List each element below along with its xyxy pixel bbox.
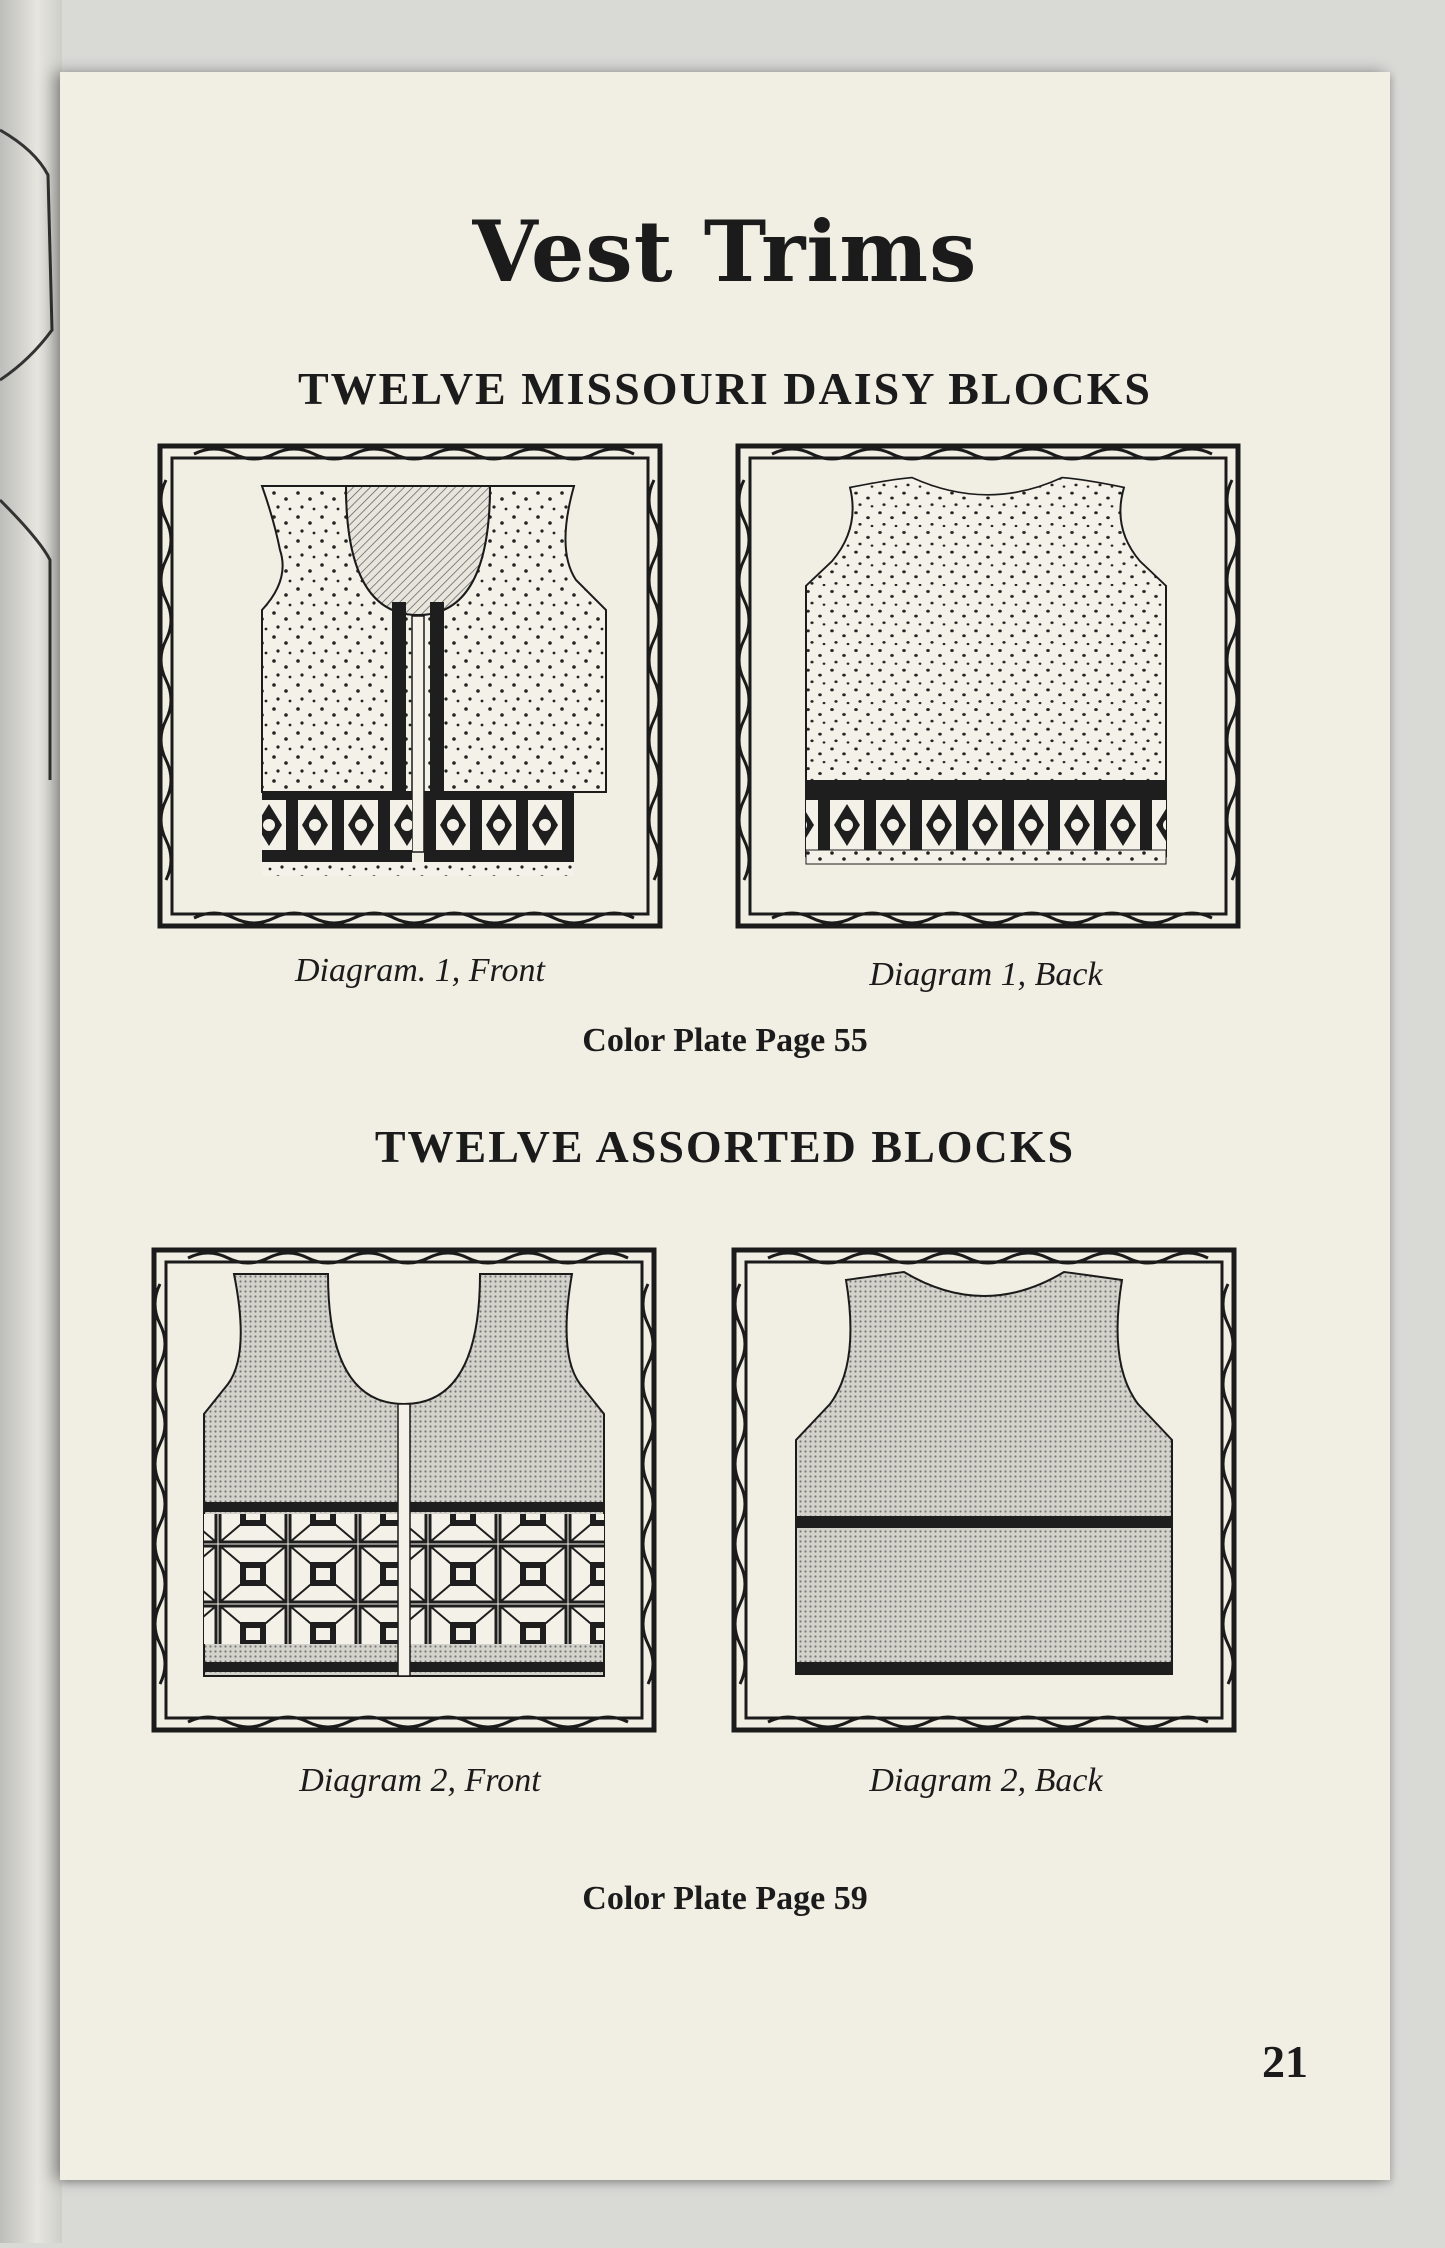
section-heading-missouri-daisy: TWELVE MISSOURI DAISY BLOCKS	[298, 363, 1152, 414]
diagram-1-back	[732, 440, 1244, 932]
book-page	[60, 72, 1390, 2180]
caption-diagram-1-back: Diagram 1, Back	[869, 956, 1103, 993]
page-title: Vest Trims	[472, 202, 978, 301]
page-number: 21	[1262, 2036, 1308, 2087]
caption-diagram-2-front: Diagram 2, Front	[299, 1762, 541, 1799]
diagram-2-front	[148, 1244, 660, 1736]
previous-page-edge	[0, 0, 62, 2243]
caption-diagram-1-front: Diagram. 1, Front	[295, 952, 545, 989]
color-plate-55: Color Plate Page 55	[582, 1022, 868, 1059]
color-plate-59: Color Plate Page 59	[582, 1880, 868, 1917]
caption-diagram-2-back: Diagram 2, Back	[869, 1762, 1103, 1799]
previous-page-drawing	[0, 0, 62, 2243]
diagram-1-front	[154, 440, 666, 932]
diagram-2-back	[728, 1244, 1240, 1736]
section-heading-assorted: TWELVE ASSORTED BLOCKS	[374, 1121, 1076, 1172]
